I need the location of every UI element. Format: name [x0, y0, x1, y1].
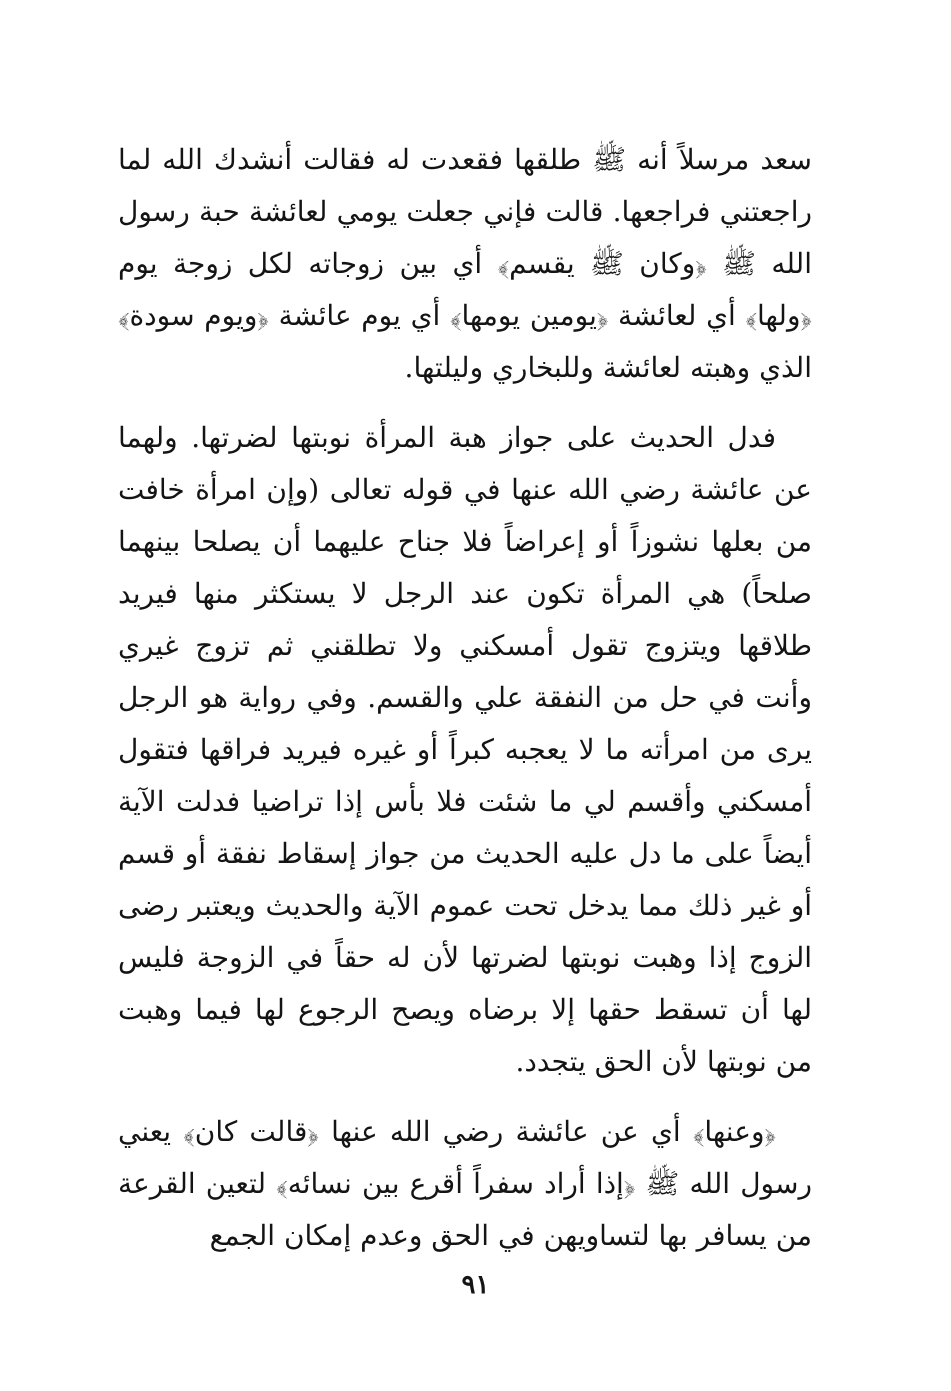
paragraph-1: سعد مرسلاً أنه ﷺ طلقها فقعدت له فقالت أنشدك الله لما راجعتني فراجعها. قالت فإني جعلت يومي لعائشة حبة رسول الله ﷺ ﴿وكان ﷺ يقسم﴾ أي بين زوجاته لكل زوجة يوم ﴿ولها﴾ أي لعائشة ﴿يومين يومها﴾ أي يوم عائشة ﴿ويوم سودة﴾ الذي وهبته لعائشة وللبخاري وليلتها. [118, 143, 812, 384]
paragraph-2: فدل الحديث على جواز هبة المرأة نوبتها لضرتها. ولهما عن عائشة رضي الله عنها في قوله تعالى (وإن امرأة خافت من بعلها نشوزاً أو إعراضاً فلا جناح عليهما أن يصلحا بينهما صلحاً) هي المرأة تكون عند الرجل لا يستكثر منها فيريد طلاقها ويتزوج تقول أمسكني ولا تطلقني ثم تزوج غيري وأنت في حل من النفقة علي والقسم. وفي رواية هو الرجل يرى من امرأته ما لا يعجبه كبراً أو غيره فيريد فراقها فتقول أمسكني وأقسم لي ما شئت فلا بأس إذا تراضيا فدلت الآية أيضاً على ما دل عليه الحديث من جواز إسقاط نفقة أو قسم أو غير ذلك مما يدخل تحت عموم الآية والحديث ويعتبر رضى الزوج إذا وهبت نوبتها لضرتها لأن له حقاً في الزوجة فليس لها أن تسقط حقها إلا برضاه ويصح الرجوع لها فيما وهبت من نوبتها لأن الحق يتجدد. [118, 421, 813, 1078]
body-text [118, 134, 812, 1262]
page-number: ٩١ [461, 1270, 490, 1300]
paragraph-3: ﴿وعنها﴾ أي عن عائشة رضي الله عنها ﴿قالت كان﴾ يعني رسول الله ﷺ ﴿إذا أراد سفراً أقرع بين نسائه﴾ لتعين القرعة من يسافر بها لتساويهن في الحق وعدم إمكان الجمع [118, 1115, 812, 1252]
